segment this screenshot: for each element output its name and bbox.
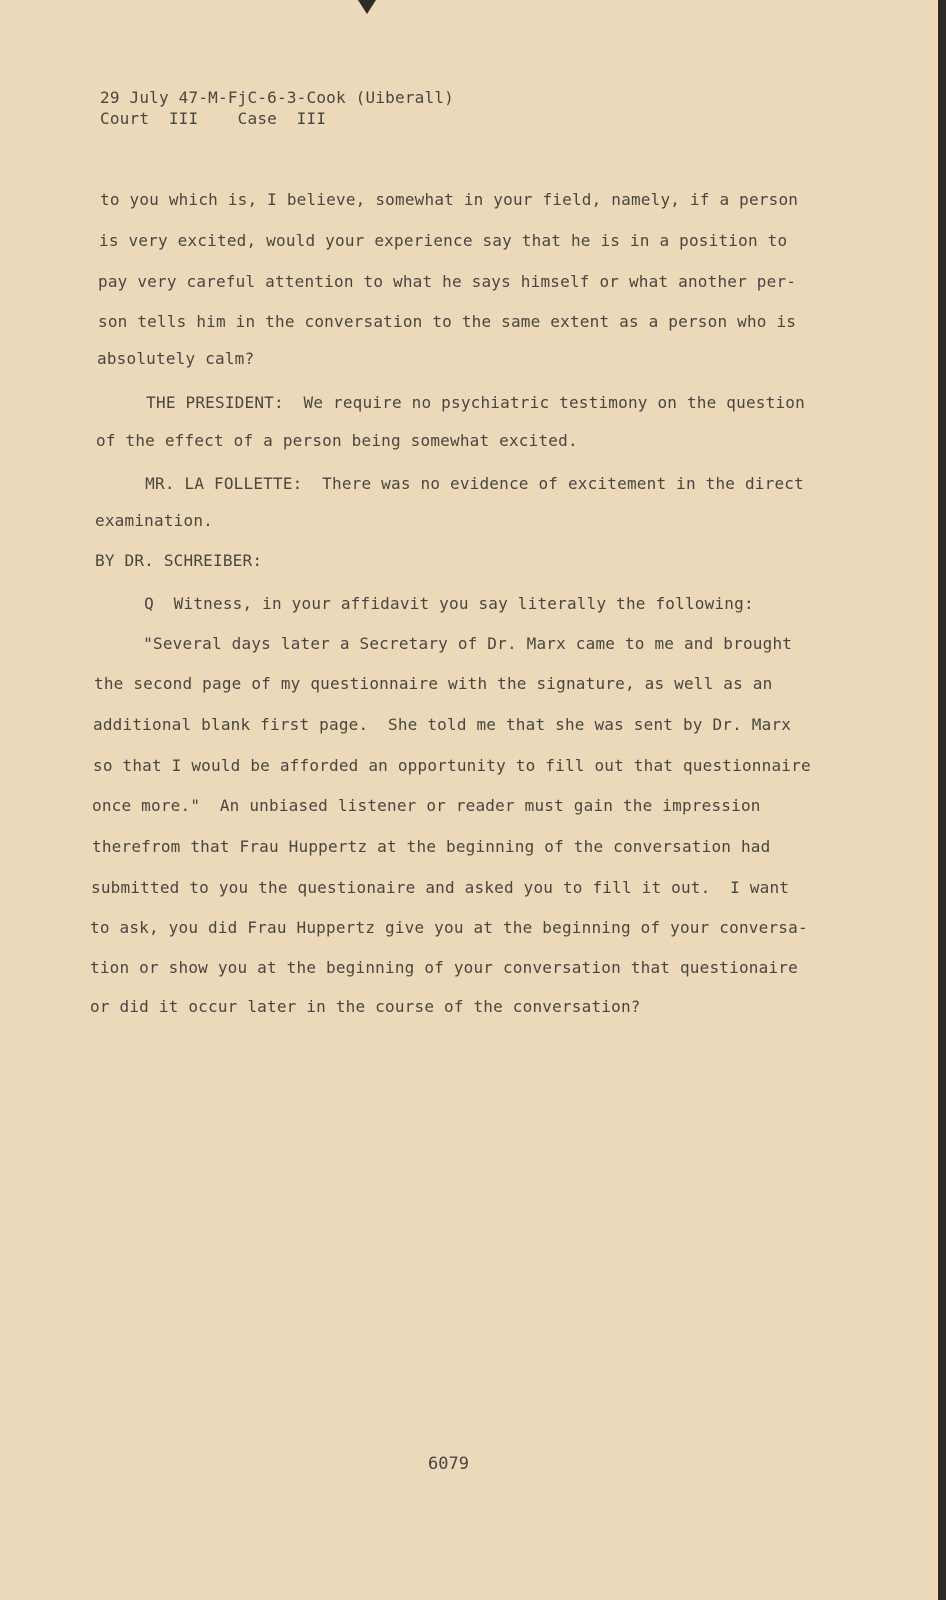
body-line: so that I would be afforded an opportunity to fill out that questionnaire xyxy=(93,756,811,775)
body-line: or did it occur later in the course of the conversation? xyxy=(90,997,641,1016)
header-line-2: Court III Case III xyxy=(100,109,327,128)
body-line: to you which is, I believe, somewhat in your field, namely, if a person xyxy=(100,190,799,209)
body-line: BY DR. SCHREIBER: xyxy=(95,551,263,570)
scan-edge xyxy=(938,0,946,1600)
body-line: absolutely calm? xyxy=(97,349,255,368)
page-notch xyxy=(358,0,376,14)
header-line-1: 29 July 47-M-FjC-6-3-Cook (Uiberall) xyxy=(100,88,454,107)
body-line: pay very careful attention to what he says himself or what another per- xyxy=(98,272,797,291)
body-line: son tells him in the conversation to the same extent as a person who is xyxy=(98,312,797,331)
body-line: "Several days later a Secretary of Dr. Marx came to me and brought xyxy=(94,634,793,653)
body-line: additional blank first page. She told me that she was sent by Dr. Marx xyxy=(93,715,792,734)
body-line: MR. LA FOLLETTE: There was no evidence of excitement in the direct xyxy=(96,474,804,493)
body-line: THE PRESIDENT: We require no psychiatric testimony on the question xyxy=(97,393,805,412)
page-number: 6079 xyxy=(428,1454,469,1474)
body-line: the second page of my questionnaire with the signature, as well as an xyxy=(94,674,773,693)
body-line: to ask, you did Frau Huppertz give you at the beginning of your conversa- xyxy=(90,918,808,937)
body-line: is very excited, would your experience say that he is in a position to xyxy=(99,231,788,250)
body-line: of the effect of a person being somewhat excited. xyxy=(96,431,578,450)
body-line: tion or show you at the beginning of your conversation that questionaire xyxy=(90,958,798,977)
body-line: examination. xyxy=(95,511,213,530)
body-line: once more." An unbiased listener or reader must gain the impression xyxy=(92,796,761,815)
body-line: Q Witness, in your affidavit you say literally the following: xyxy=(95,594,754,613)
body-line: therefrom that Frau Huppertz at the beginning of the conversation had xyxy=(92,837,771,856)
body-line: submitted to you the questionaire and asked you to fill it out. I want xyxy=(91,878,790,897)
